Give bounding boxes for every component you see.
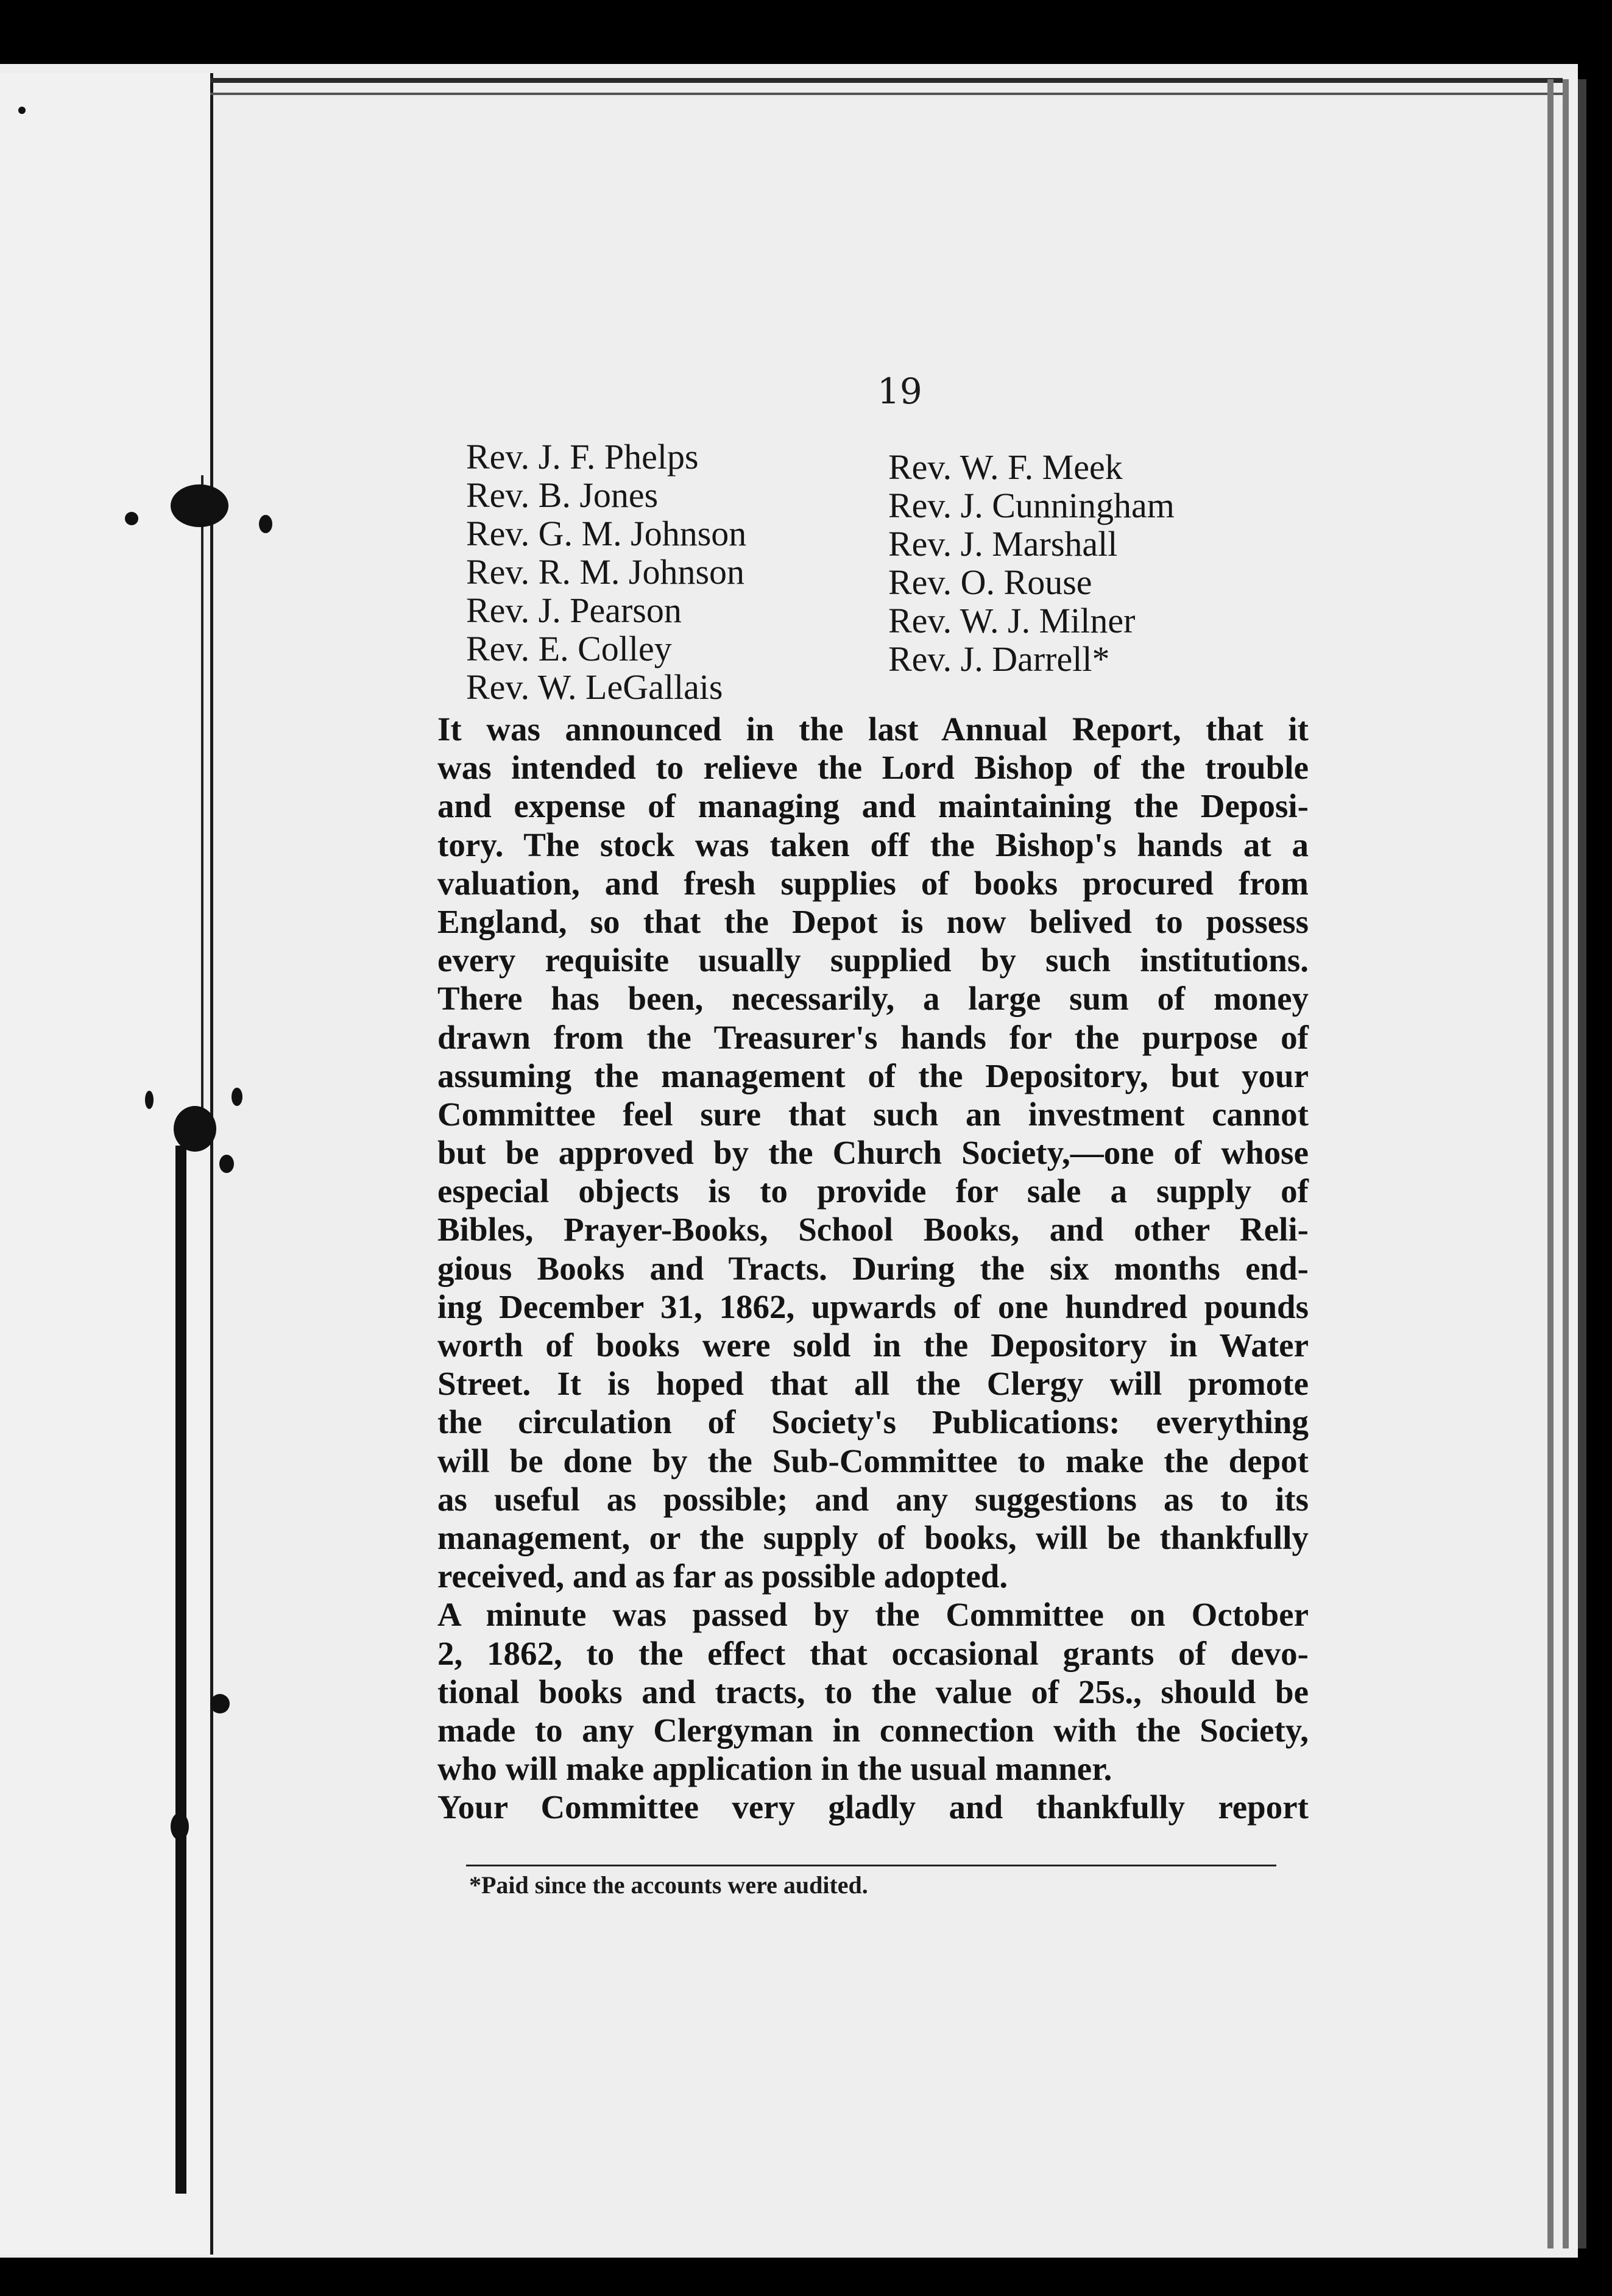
stitch-mark [174,1106,216,1152]
clergy-name: Rev. R. M. Johnson [466,552,745,592]
clergy-name: Rev. G. M. Johnson [466,514,747,553]
clergy-name: Rev. E. Colley [466,629,672,668]
text-line: as useful as possible; and any suggestions as to its [437,1480,1309,1518]
text-line: but be approved by the Church Society,—one of whose [437,1134,1309,1172]
footnote: *Paid since the accounts were audited. [469,1871,868,1899]
binding-thread [201,475,203,1146]
clergy-name: Rev. W. F. Meek [888,447,1123,487]
text-line: and expense of managing and maintaining the Deposi- [437,787,1309,825]
stitch-mark [171,484,228,527]
report-body [437,710,1309,1826]
text-line: valuation, and fresh supplies of books procured from [437,864,1309,902]
stitch-mark [232,1088,242,1106]
text-line: A minute was passed by the Committee on October [437,1596,1309,1634]
text-line: worth of books were sold in the Depository in Water [437,1327,1309,1364]
text-line: tory. The stock was taken off the Bishop's hands at a [437,826,1309,863]
text-line: gious Books and Tracts. During the six months end- [437,1249,1309,1287]
page-number: 19 [877,370,922,412]
clergy-name: Rev. B. Jones [466,475,659,515]
text-line: was intended to relieve the Lord Bishop of the trouble [437,749,1309,787]
clergy-name: Rev. W. LeGallais [466,667,723,707]
text-line: the circulation of Society's Publications: everything [437,1403,1309,1441]
text-line: Street. It is hoped that all the Clergy will promote [437,1365,1309,1403]
text-line: There has been, necessarily, a large sum of money [437,980,1309,1018]
footnote-rule [466,1865,1276,1866]
text-line: 2, 1862, to the effect that occasional grants of devo- [437,1634,1309,1672]
clergy-name: Rev. O. Rouse [888,562,1092,602]
stitch-mark [210,1694,230,1713]
binding-spine [175,1146,186,2194]
stitch-mark [259,515,272,533]
stitch-mark [18,107,26,114]
text-line: received, and as far as possible adopted. [437,1557,1008,1595]
stitch-mark [125,512,138,525]
text-line: drawn from the Treasurer's hands for the purpose of [437,1018,1309,1056]
text-line: Committee feel sure that such an investment cannot [437,1095,1309,1133]
clergy-list-right [888,448,1175,678]
stitch-mark [171,1813,189,1840]
text-line: every requisite usually supplied by such institutions. [437,941,1309,979]
page-top-edge-inner [210,93,1563,95]
text-line: who will make application in the usual manner. [437,1750,1112,1788]
page-top-edge [210,78,1563,83]
stitch-mark [145,1091,154,1109]
clergy-list-left [466,438,746,706]
text-line: England, so that the Depot is now belived to possess [437,902,1309,940]
clergy-name: Rev. W. J. Milner [888,601,1136,640]
text-line: management, or the supply of books, will be thankfully [437,1518,1309,1556]
clergy-name: Rev. J. Pearson [466,590,682,630]
text-line: Your Committee very gladly and thankfully report [437,1788,1309,1826]
clergy-name: Rev. J. Marshall [888,524,1118,564]
text-line: Bibles, Prayer-Books, School Books, and other Reli- [437,1211,1309,1249]
text-line: will be done by the Sub-Committee to make the depot [437,1442,1309,1479]
text-line: ing December 31, 1862, upwards of one hundred pounds [437,1288,1309,1325]
clergy-name: Rev. J. Darrell* [888,639,1110,679]
clergy-name: Rev. J. F. Phelps [466,437,699,477]
text-line: made to any Clergyman in connection with the Society, [437,1711,1309,1749]
page-stack-edge [1547,79,1554,2248]
text-line: It was announced in the last Annual Report, that it [437,710,1309,748]
text-line: assuming the management of the Depository, but your [437,1057,1309,1094]
text-line: tional books and tracts, to the value of 25s., should be [437,1673,1309,1710]
text-line: especial objects is to provide for sale a supply of [437,1172,1309,1210]
page-stack-edge [1563,79,1569,2248]
stitch-mark [219,1155,234,1173]
clergy-name: Rev. J. Cunningham [888,486,1175,525]
page-stack-edge [1578,79,1586,2248]
